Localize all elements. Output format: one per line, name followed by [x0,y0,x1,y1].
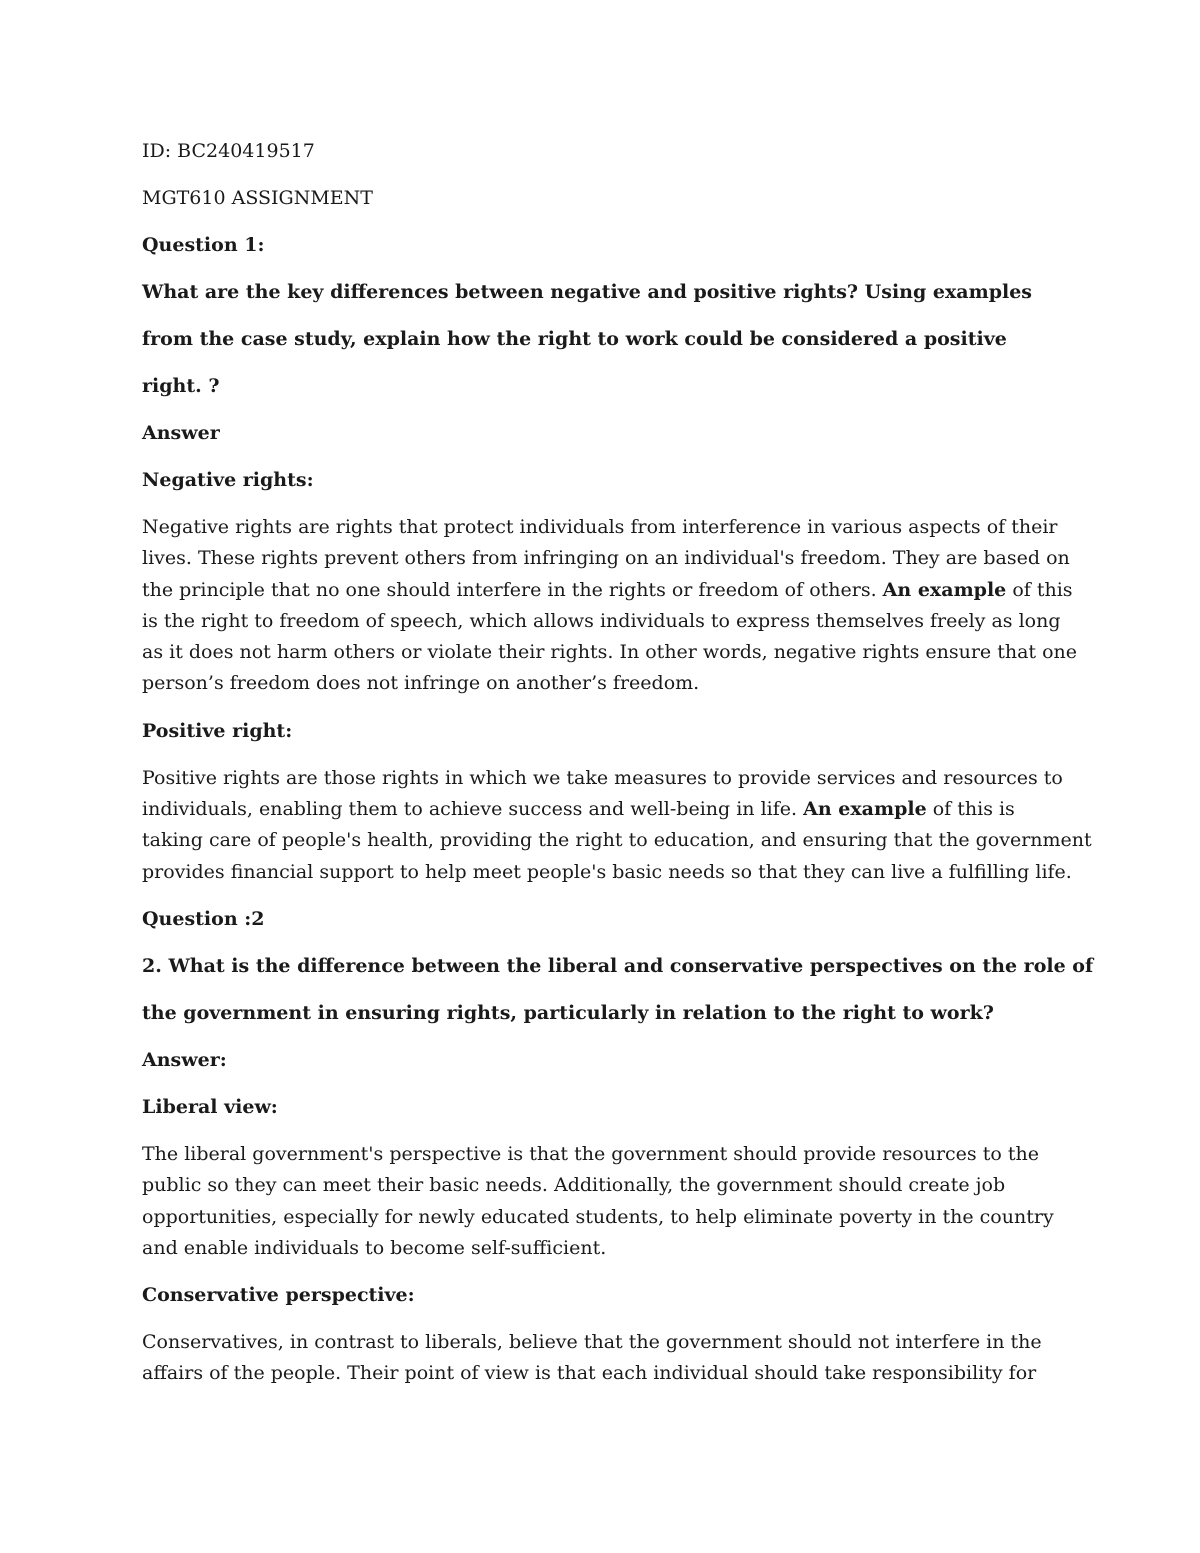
question-1-text-line: What are the key differences between negative and positive rights? Using examples [142,281,1032,303]
question-1-label: Question 1: [142,234,265,256]
conservative-perspective-heading: Conservative perspective: [142,1284,415,1307]
question-1-text-line: from the case study, explain how the right to work could be considered a positive [142,328,1007,350]
paragraph-line: Positive rights are those rights in which we take measures to provide services and resources to [142,766,1063,789]
document-page [142,136,1094,1406]
question-2-text-line: the government in ensuring rights, particularly in relation to the right to work? [142,1001,994,1024]
paragraph-line: as it does not harm others or violate their rights. In other words, negative rights ensure that one [142,641,1078,664]
question-2-text-line: 2. What is the difference between the liberal and conservative perspectives on the role of [142,954,1094,977]
paragraph-text: the principle that no one should interfere in the rights or freedom of others. [142,578,877,601]
paragraph-line: is the right to freedom of speech, which allows individuals to express themselves freely as long [142,609,1061,632]
positive-right-heading: Positive right: [142,719,293,742]
paragraph-line: taking care of people's health, providing the right to education, and ensuring that the government [142,829,1092,852]
example-emphasis: An example [803,798,927,821]
paragraph-text: of this is [932,798,1015,821]
student-id: ID: BC240419517 [142,140,315,162]
negative-rights-paragraph [142,512,1078,700]
conservative-perspective-paragraph [142,1327,1062,1390]
paragraph-line: opportunities, especially for newly educated students, to help eliminate poverty in the country [142,1205,1054,1228]
paragraph-line: The liberal government's perspective is that the government should provide resources to the [142,1142,1039,1165]
question-1-text-line: right. ? [142,375,220,397]
paragraph-line: person’s freedom does not infringe on another’s freedom. [142,672,700,695]
paragraph-line: affairs of the people. Their point of view is that each individual should take responsibility for [142,1362,1037,1385]
paragraph-line: Negative rights are rights that protect individuals from interference in various aspects of their [142,516,1058,538]
answer-2-label: Answer: [142,1048,227,1071]
paragraph-text: individuals, enabling them to achieve success and well-being in life. [142,798,798,821]
paragraph-line: public so they can meet their basic needs. Additionally, the government should create job [142,1174,1006,1197]
answer-1-label: Answer [142,422,220,444]
liberal-view-paragraph [142,1139,1062,1264]
paragraph-line: Conservatives, in contrast to liberals, believe that the government should not interfere in the [142,1331,1042,1354]
paragraph-line: and enable individuals to become self-sufficient. [142,1236,607,1259]
paragraph-line: lives. These rights prevent others from infringing on an individual's freedom. They are based on [142,547,1070,570]
course-title: MGT610 ASSIGNMENT [142,187,373,209]
paragraph-line [142,794,1062,825]
example-emphasis: An example [882,578,1007,601]
question-2-label: Question :2 [142,907,265,930]
paragraph-line: provides financial support to help meet people's basic needs so that they can live a fulfilling life. [142,860,1072,883]
negative-rights-heading: Negative rights: [142,469,314,491]
liberal-view-heading: Liberal view: [142,1095,278,1118]
paragraph-text: of this [1012,578,1073,601]
positive-right-paragraph [142,763,1092,888]
paragraph-line [142,575,1073,606]
